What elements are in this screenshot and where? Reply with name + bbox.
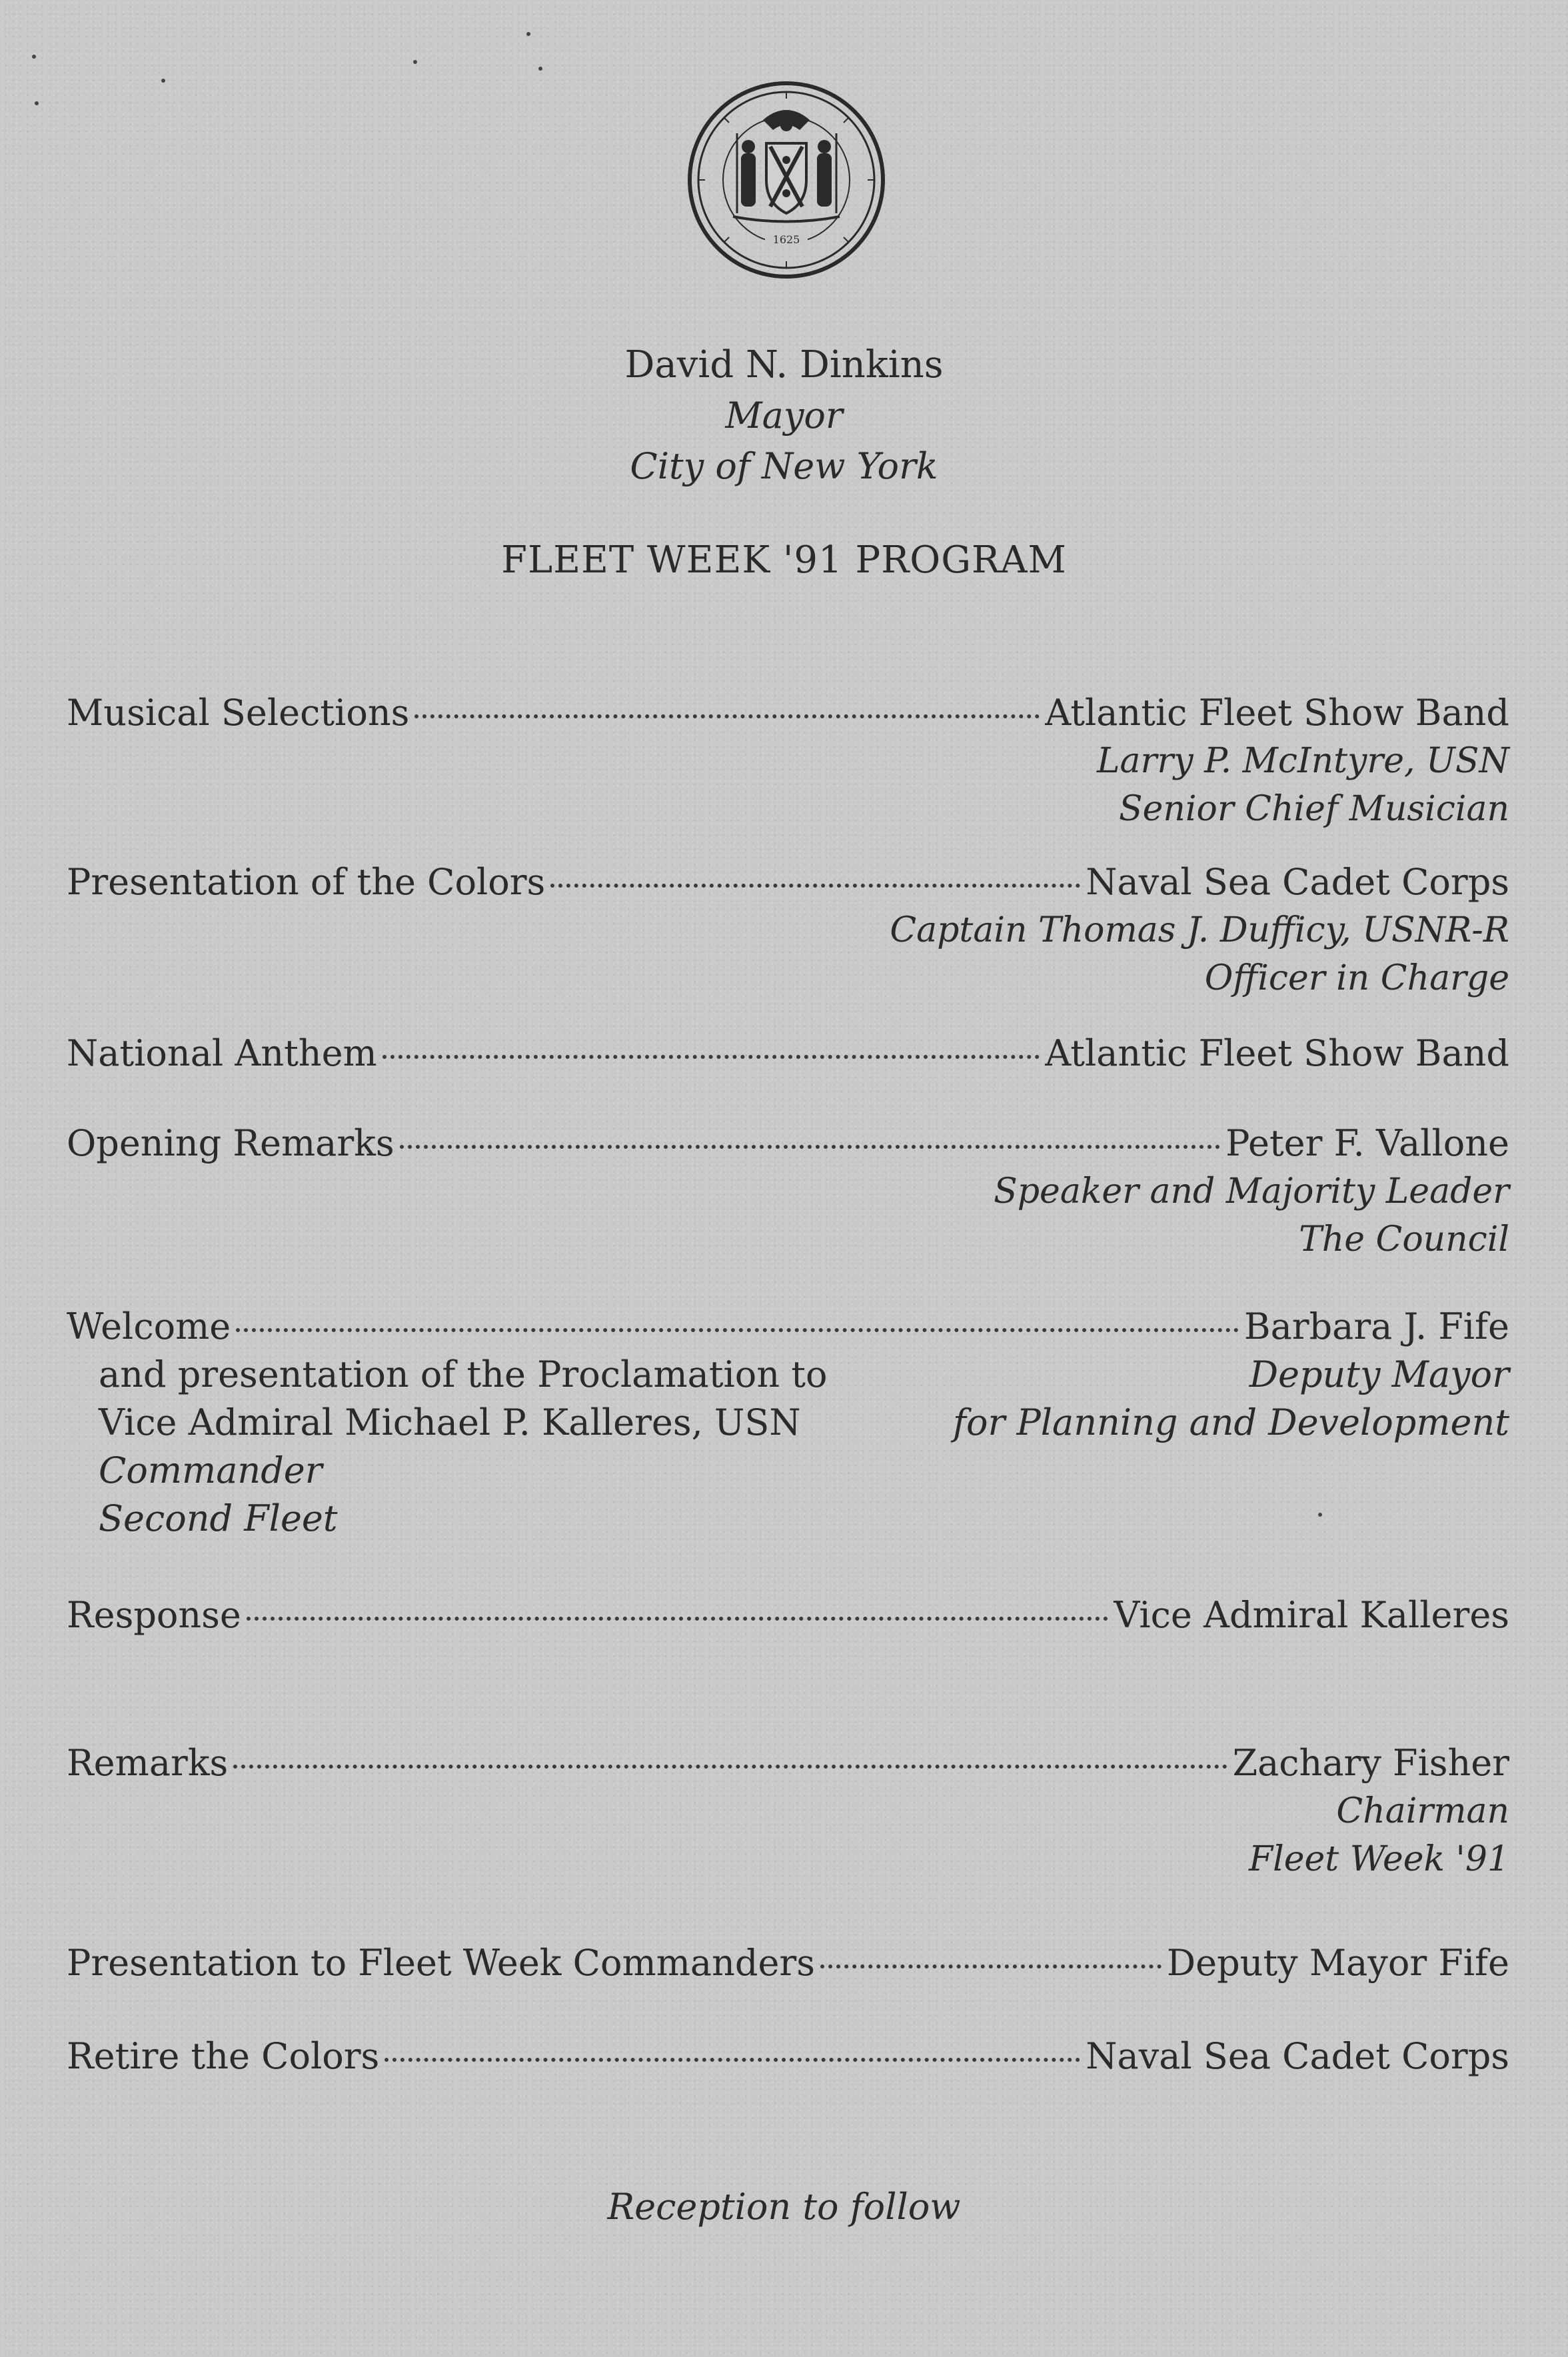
item-label: Retire the Colors: [67, 2035, 380, 2077]
item-performer: Deputy Mayor Fife: [1166, 1942, 1509, 1984]
mayor-name: David N. Dinkins: [624, 343, 944, 387]
item-detail: The Council: [1299, 1219, 1509, 1259]
item-label: Remarks: [67, 1742, 229, 1784]
item-performer: Zachary Fisher: [1232, 1742, 1509, 1784]
item-label: National Anthem: [67, 1032, 377, 1074]
program-title: FLEET WEEK '91 PROGRAM: [501, 538, 1067, 582]
item-detail: Larry P. McIntyre, USN: [1097, 741, 1509, 781]
nyc-seal-icon: [686, 80, 886, 280]
item-performer: Barbara J. Fife: [1243, 1305, 1509, 1347]
dust-speck: [526, 32, 530, 36]
program-item-remarks: [67, 1739, 1509, 1883]
item-label: Welcome: [67, 1305, 231, 1347]
program-item-presentation-of-colors: [67, 858, 1509, 1002]
item-performer: Naval Sea Cadet Corps: [1086, 861, 1509, 903]
reception-note: Reception to follow: [607, 2186, 961, 2228]
item-performer: Naval Sea Cadet Corps: [1086, 2035, 1509, 2077]
header: [0, 340, 1568, 492]
program-item-retire-colors: [67, 2032, 1509, 2080]
dot-leader: [233, 1765, 1227, 1769]
welcome-role: for Planning and Development: [952, 1401, 1509, 1443]
welcome-detail-italic: Commander: [99, 1449, 323, 1491]
program-item-national-anthem: [67, 1030, 1509, 1078]
program-item-opening-remarks: [67, 1120, 1509, 1263]
item-detail: Speaker and Majority Leader: [994, 1172, 1509, 1211]
dot-leader: [385, 2058, 1080, 2062]
item-performer: Atlantic Fleet Show Band: [1045, 1032, 1509, 1074]
item-detail: Senior Chief Musician: [1119, 789, 1509, 829]
program-item-musical-selections: [67, 689, 1509, 833]
program-item-response: [67, 1591, 1509, 1639]
welcome-role: Deputy Mayor: [1249, 1353, 1509, 1395]
item-label: Response: [67, 1594, 241, 1636]
item-performer: Peter F. Vallone: [1225, 1122, 1509, 1164]
city-name: City of New York: [630, 445, 938, 487]
item-performer: Vice Admiral Kalleres: [1114, 1594, 1509, 1636]
item-label: Musical Selections: [67, 692, 410, 734]
item-detail: Officer in Charge: [1204, 958, 1509, 998]
item-detail: Chairman: [1336, 1791, 1509, 1831]
item-label: Presentation of the Colors: [67, 861, 546, 903]
dust-speck: [413, 60, 417, 64]
welcome-detail-italic: Second Fleet: [99, 1497, 338, 1539]
dot-leader: [550, 884, 1080, 888]
dot-leader: [383, 1055, 1040, 1059]
mayor-title: Mayor: [725, 394, 843, 436]
program-item-welcome: [67, 1303, 1509, 1543]
program-item-presentation-to-commanders: [67, 1939, 1509, 1987]
item-detail: Captain Thomas J. Dufficy, USNR-R: [890, 910, 1509, 950]
item-detail: Fleet Week '91: [1249, 1839, 1509, 1879]
seal-year: 1625: [772, 233, 800, 246]
dot-leader: [400, 1145, 1220, 1149]
welcome-detail: and presentation of the Proclamation to: [99, 1353, 828, 1395]
dust-speck: [35, 101, 39, 105]
item-performer: Atlantic Fleet Show Band: [1045, 692, 1509, 734]
dust-speck: [538, 67, 542, 71]
welcome-detail: Vice Admiral Michael P. Kalleres, USN: [99, 1401, 801, 1443]
item-label: Opening Remarks: [67, 1122, 394, 1164]
dust-speck: [161, 79, 165, 83]
dot-leader: [820, 1964, 1162, 1968]
dust-speck: [32, 55, 36, 59]
item-label: Presentation to Fleet Week Commanders: [67, 1942, 815, 1984]
dot-leader: [247, 1617, 1108, 1621]
dot-leader: [236, 1328, 1239, 1332]
dot-leader: [414, 714, 1040, 718]
